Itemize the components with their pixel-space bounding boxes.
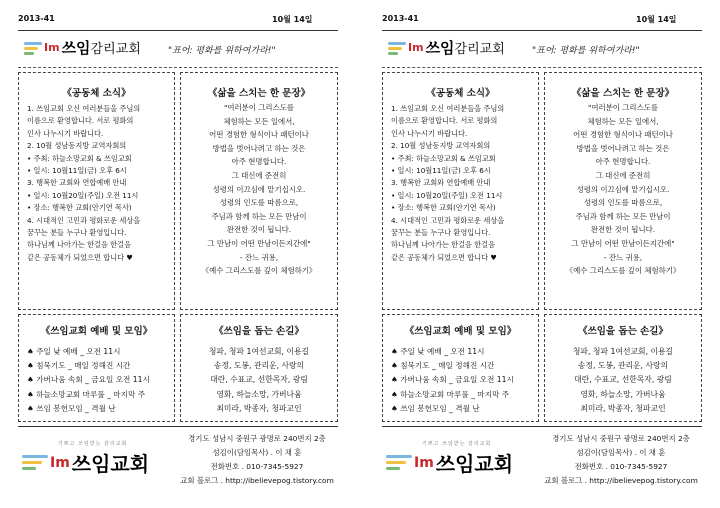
helpers-line: 영화, 하늘소망, 가버나움 [580, 389, 666, 399]
quote-line: 방법을 벗어나려고 하는 것은 [576, 143, 670, 153]
news-line: 3. 행복한 교회와 연합예배 안내 [391, 178, 491, 188]
quote-line: 《예수 그리스도를 깊이 체험하기》 [565, 266, 681, 276]
church-logo [24, 37, 141, 58]
news-line: 4. 시대적인 고민과 평화로운 세상을 [391, 215, 505, 225]
news-line: 같은 공동체가 되었으면 합니다 ♥ [27, 252, 133, 262]
news-title: 《공동체 소식》 [426, 88, 495, 99]
footer-logo-name: 쓰임교회 [71, 452, 150, 476]
schedule-list [27, 345, 168, 416]
news-line: 꿈꾸는 분들 누구나 환영입니다. [27, 228, 127, 238]
schedule-line: ♠ 침묵기도 _ 매일 정해진 시간 [391, 361, 495, 371]
news-line: 하나님께 나아가는 한걸음 한걸음 [391, 240, 496, 250]
helpers-line: 송정, 도봉, 관리운, 사랑의 [577, 361, 669, 371]
helpers-line: 청파, 청파 1여선교회, 이용길 [572, 347, 674, 356]
news-line: • 일시: 10월20일(주일) 오전 11시 [391, 190, 503, 200]
news-line: • 일시: 10월20일(주일) 오전 11시 [27, 190, 139, 200]
schedule-title: 《쓰임교회 예배 및 모임》 [40, 326, 153, 337]
quote-title: 《삶을 스치는 한 문장》 [571, 88, 675, 99]
logo-suffix: 감리교회 [90, 42, 141, 57]
logo-name: 쓰임 [61, 39, 91, 57]
footer-divider [382, 426, 702, 427]
news-list [391, 103, 532, 264]
news-line: 꿈꾸는 분들 누구나 환영입니다. [391, 228, 491, 238]
bulletin-page-right [368, 0, 714, 506]
quote-line: 아주 현명합니다. [595, 157, 651, 167]
helpers-section [544, 314, 702, 422]
news-line: 인사 나누시기 바랍니다. [27, 128, 104, 138]
quote-line: 주님과 함께 하는 모든 만남이 [211, 211, 307, 221]
news-line: 1. 쓰임교회 오신 여러분들을 주님의 [27, 104, 141, 113]
quote-body [187, 101, 331, 278]
news-line: • 장소: 행복한 교회(안기연 목사) [27, 203, 132, 213]
schedule-line: ♠ 주일 낮 예배 _ 오전 11시 [27, 347, 121, 356]
motto: "표어: 평화를 위하여가라!" [168, 46, 276, 56]
schedule-title: 《쓰임교회 예배 및 모임》 [404, 326, 517, 337]
quote-line: 어떤 경험한 형식이나 패턴이나 [573, 130, 673, 140]
helpers-line: 최미라, 박종자, 청파교인 [580, 403, 666, 413]
news-line: 4. 시대적인 고민과 평화로운 세상을 [27, 215, 141, 225]
news-line: 하나님께 나아가는 한걸음 한걸음 [27, 240, 132, 250]
quote-line: 성령의 이끄심에 맡기십시오. [212, 184, 306, 194]
quote-line: 주님과 함께 하는 모든 만남이 [575, 211, 671, 221]
logo-wave-icon [22, 453, 50, 473]
helpers-line: 청파, 청파 1여선교회, 이용길 [208, 347, 310, 356]
news-line: • 장소: 행복한 교회(안기연 목사) [391, 203, 496, 213]
logo-name: 쓰임 [425, 39, 455, 57]
schedule-section [18, 314, 175, 422]
quote-title: 《삶을 스치는 한 문장》 [207, 88, 311, 99]
news-line: 2. 10월 성남동지방 교역자회의 [27, 141, 127, 151]
logo-wave-icon [386, 453, 414, 473]
bulletin-header [382, 30, 702, 68]
helpers-line: 송정, 도봉, 관리운, 사랑의 [213, 361, 305, 371]
helpers-list [187, 345, 331, 416]
quote-section [180, 72, 338, 310]
schedule-line: ♠ 가버나움 속회 _ 금요일 오전 11시 [391, 375, 514, 385]
schedule-line: ♠ 침묵기도 _ 매일 정해진 시간 [27, 361, 131, 371]
footer-info [172, 432, 342, 488]
footer-logo-im: Im [414, 454, 434, 471]
logo-wave-icon [24, 40, 44, 56]
quote-line: 방법을 벗어나려고 하는 것은 [212, 143, 306, 153]
quote-line: 성령의 인도를 따름으로, [219, 198, 299, 208]
news-line: 이름으로 환영합니다. 서로 평화의 [27, 116, 134, 126]
quote-line: - 잔느 귀용, [239, 252, 279, 262]
quote-line: 완전한 것이 됩니다. [590, 225, 656, 235]
logo-wave-icon [388, 40, 408, 56]
quote-line: "여러분이 그리스도를 [223, 103, 294, 112]
footer-logo [386, 441, 514, 477]
news-line: • 주최: 하늘소망교회 & 쓰임교회 [27, 153, 132, 163]
news-line: 1. 쓰임교회 오신 여러분들을 주님의 [391, 104, 505, 113]
news-title: 《공동체 소식》 [62, 88, 131, 99]
quote-line: 그 대신에 준전히 [595, 170, 651, 180]
quote-line: 《예수 그리스도를 깊이 체험하기》 [201, 266, 317, 276]
church-address: 경기도 성남시 중원구 광명로 240번지 2층 [552, 434, 690, 443]
phone-number: 전화번호 . 010-7345-5927 [574, 462, 668, 471]
bulletin-date: 10월 14일 [636, 15, 677, 24]
blog-url: 교회 블로그 . http://ibelievepog.tistory.com [180, 476, 334, 485]
footer-logo-tagline: 기쁘고 쓰임받는 감리교회 [422, 441, 492, 447]
helpers-list [551, 345, 695, 416]
schedule-line: ♠ 쓰임 봉헌모임 _ 격월 난 [27, 403, 116, 413]
quote-line: 체험하는 모든 일에서, [223, 116, 295, 126]
news-line: 2. 10월 성남동지방 교역자회의 [391, 141, 491, 151]
quote-line: 어떤 경험한 형식이나 패턴이나 [209, 130, 309, 140]
phone-number: 전화번호 . 010-7345-5927 [210, 462, 304, 471]
quote-line: 성령의 이끄심에 맡기십시오. [576, 184, 670, 194]
helpers-line: 최미라, 박종자, 청파교인 [216, 403, 302, 413]
news-line: 인사 나누시기 바랍니다. [391, 128, 468, 138]
news-line: • 주최: 하늘소망교회 & 쓰임교회 [391, 153, 496, 163]
news-list [27, 103, 168, 264]
helpers-line: 대란, 수표교, 선한목자, 광림 [574, 375, 672, 385]
quote-line: 성령의 인도를 따름으로, [583, 198, 663, 208]
schedule-line: ♠ 쓰임 봉헌모임 _ 격월 난 [391, 403, 480, 413]
news-line: 3. 행복한 교회와 연합예배 안내 [27, 178, 127, 188]
schedule-line: ♠ 가버나움 속회 _ 금요일 오전 11시 [27, 375, 150, 385]
quote-line: 체험하는 모든 일에서, [587, 116, 659, 126]
motto: "표어: 평화를 위하여가라!" [532, 46, 640, 56]
helpers-title: 《쓰임을 돕는 손길》 [214, 326, 304, 337]
footer-divider [18, 426, 338, 427]
schedule-section [382, 314, 539, 422]
quote-line: 그 대신에 준전히 [231, 170, 287, 180]
schedule-line: ♠ 주일 낮 예배 _ 오전 11시 [391, 347, 485, 356]
bulletin-date: 10월 14일 [272, 15, 313, 24]
pastor-name: 섬김이(담임목사) . 이 채 훈 [576, 448, 666, 457]
footer-logo [22, 441, 150, 477]
church-address: 경기도 성남시 중원구 광명로 240번지 2층 [188, 434, 326, 443]
pastor-name: 섬김이(담임목사) . 이 채 훈 [212, 448, 302, 457]
news-section [18, 72, 175, 310]
quote-section [544, 72, 702, 310]
quote-line: "여러분이 그리스도를 [587, 103, 658, 112]
bulletin-code: 2013-41 [382, 14, 419, 23]
quote-line: 그 만남이 어떤 만남이든지간에" [571, 238, 675, 248]
helpers-section [180, 314, 338, 422]
footer-info [536, 432, 706, 488]
quote-line: 아주 현명합니다. [231, 157, 287, 167]
news-line: 이름으로 환영합니다. 서로 평화의 [391, 116, 498, 126]
news-line: • 일시: 10월11일(금) 오후 6시 [391, 166, 491, 176]
news-line: 같은 공동체가 되었으면 합니다 ♥ [391, 252, 497, 262]
logo-im: Im [408, 41, 424, 54]
footer-logo-im: Im [50, 454, 70, 471]
quote-body [551, 101, 695, 278]
news-line: • 일시: 10월11일(금) 오후 6시 [27, 166, 127, 176]
church-logo [388, 37, 505, 58]
helpers-line: 대란, 수표교, 선한목자, 광림 [210, 375, 308, 385]
logo-suffix: 감리교회 [454, 42, 505, 57]
quote-line: - 잔느 귀용, [603, 252, 643, 262]
footer-logo-name: 쓰임교회 [435, 452, 514, 476]
bulletin-code: 2013-41 [18, 14, 55, 23]
helpers-line: 영화, 하늘소망, 가버나움 [216, 389, 302, 399]
footer-logo-tagline: 기쁘고 쓰임받는 감리교회 [58, 441, 128, 447]
quote-line: 그 만남이 어떤 만남이든지간에" [207, 238, 311, 248]
schedule-line: ♠ 하늘소망교회 마루풀 _ 마지막 주 [27, 389, 146, 399]
helpers-title: 《쓰임을 돕는 손길》 [578, 326, 668, 337]
blog-url: 교회 블로그 . http://ibelievepog.tistory.com [544, 476, 698, 485]
bulletin-page-left [4, 0, 350, 506]
logo-im: Im [44, 41, 60, 54]
schedule-list [391, 345, 532, 416]
schedule-line: ♠ 하늘소망교회 마루풀 _ 마지막 주 [391, 389, 510, 399]
news-section [382, 72, 539, 310]
quote-line: 완전한 것이 됩니다. [226, 225, 292, 235]
bulletin-header [18, 30, 338, 68]
